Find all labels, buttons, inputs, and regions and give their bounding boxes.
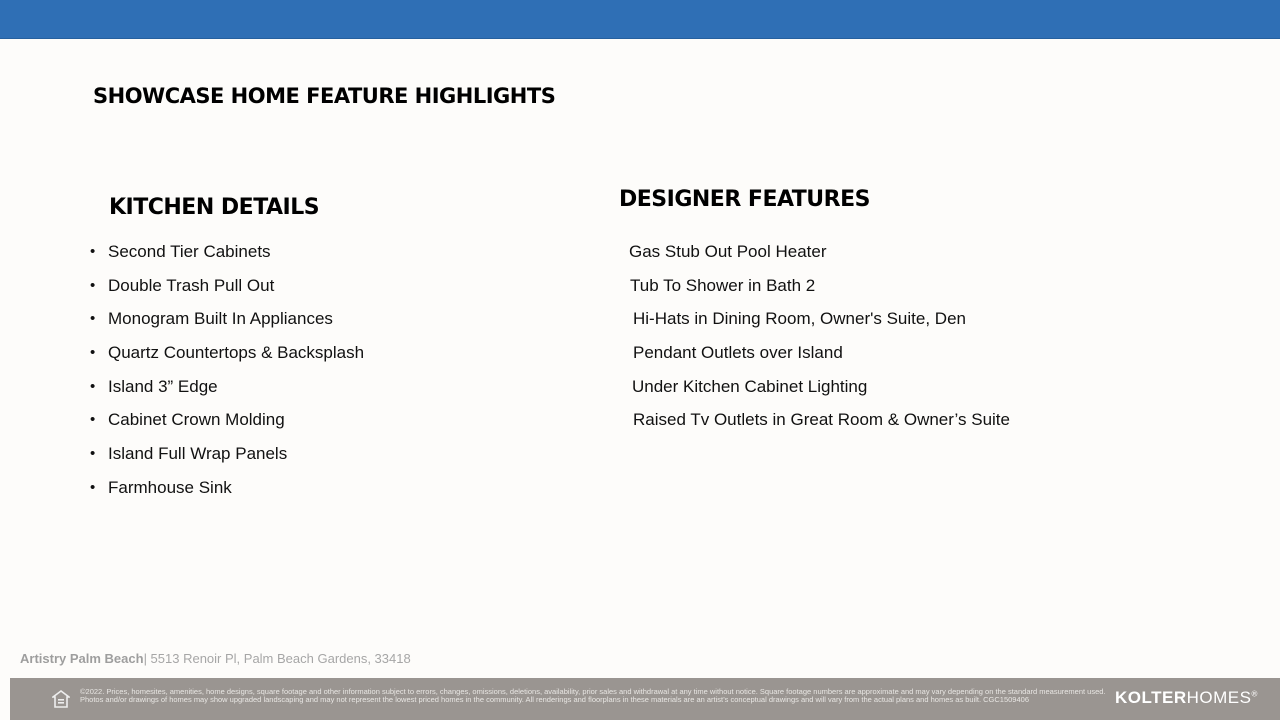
list-item-label: Farmhouse Sink: [108, 477, 232, 497]
bullet: •: [90, 377, 96, 395]
list-item: Raised Tv Outlets in Great Room & Owner’s Suite: [633, 410, 1010, 430]
designer-features-heading: DESIGNER FEATURES: [619, 187, 870, 212]
address-text: | 5513 Renoir Pl, Palm Beach Gardens, 33418: [143, 651, 411, 666]
bullet: •: [90, 344, 96, 362]
list-item: Tub To Shower in Bath 2: [630, 275, 816, 295]
list-item: Under Kitchen Cabinet Lighting: [632, 376, 868, 396]
designer-features-list: [629, 241, 1010, 443]
kitchen-details-heading: KITCHEN DETAILS: [109, 195, 320, 220]
list-item: Pendant Outlets over Island: [633, 343, 843, 363]
page-title: SHOWCASE HOME FEATURE HIGHLIGHTS: [93, 84, 556, 108]
legal-disclaimer: ©2022. Prices, homesites, amenities, home designs, square footage and other information subject to errors, changes, omissions, deletions, availability, prior sales and withdrawal at any time without notice. Square footage numbers are approximate and may vary depending on the standard measurement used. Photos and/or drawings of homes may show upgraded landscaping and may not represent the lowest priced homes in the community. All renderings and floorplans in these materials are an artist’s conceptual drawings and will vary from the actual plans and homes as built. CGC1509406: [80, 687, 1106, 704]
list-item-label: Double Trash Pull Out: [108, 275, 275, 295]
list-item: Gas Stub Out Pool Heater: [629, 242, 827, 261]
list-item: [90, 342, 364, 376]
list-item: [90, 308, 364, 342]
equal-housing-opportunity-icon: [52, 690, 70, 708]
kolter-homes-logo: KOLTERHOMES®: [1115, 688, 1258, 707]
bullet: •: [90, 243, 96, 260]
bullet: •: [90, 310, 96, 328]
header-bar: [0, 0, 1280, 39]
list-item-label: Island 3” Edge: [108, 376, 218, 396]
community-address: [20, 651, 411, 666]
list-item: [90, 376, 364, 410]
list-item-label: Second Tier Cabinets: [108, 242, 271, 261]
list-item: [90, 409, 364, 443]
list-item: Hi-Hats in Dining Room, Owner's Suite, Den: [633, 309, 966, 329]
list-item-label: Quartz Countertops & Backsplash: [108, 343, 365, 363]
list-item: [90, 241, 364, 275]
list-item-label: Monogram Built In Appliances: [108, 309, 333, 329]
bullet: •: [90, 411, 96, 429]
community-name: Artistry Palm Beach: [20, 651, 144, 666]
kitchen-details-list: [90, 241, 364, 511]
list-item-label: Island Full Wrap Panels: [108, 444, 288, 464]
list-item-label: Cabinet Crown Molding: [108, 410, 285, 430]
bullet: •: [90, 276, 96, 294]
footer-band: [10, 678, 1280, 720]
bullet: •: [90, 445, 96, 463]
bullet: •: [90, 478, 96, 496]
list-item: [90, 477, 364, 511]
list-item: [90, 443, 364, 477]
list-item: [90, 275, 364, 309]
